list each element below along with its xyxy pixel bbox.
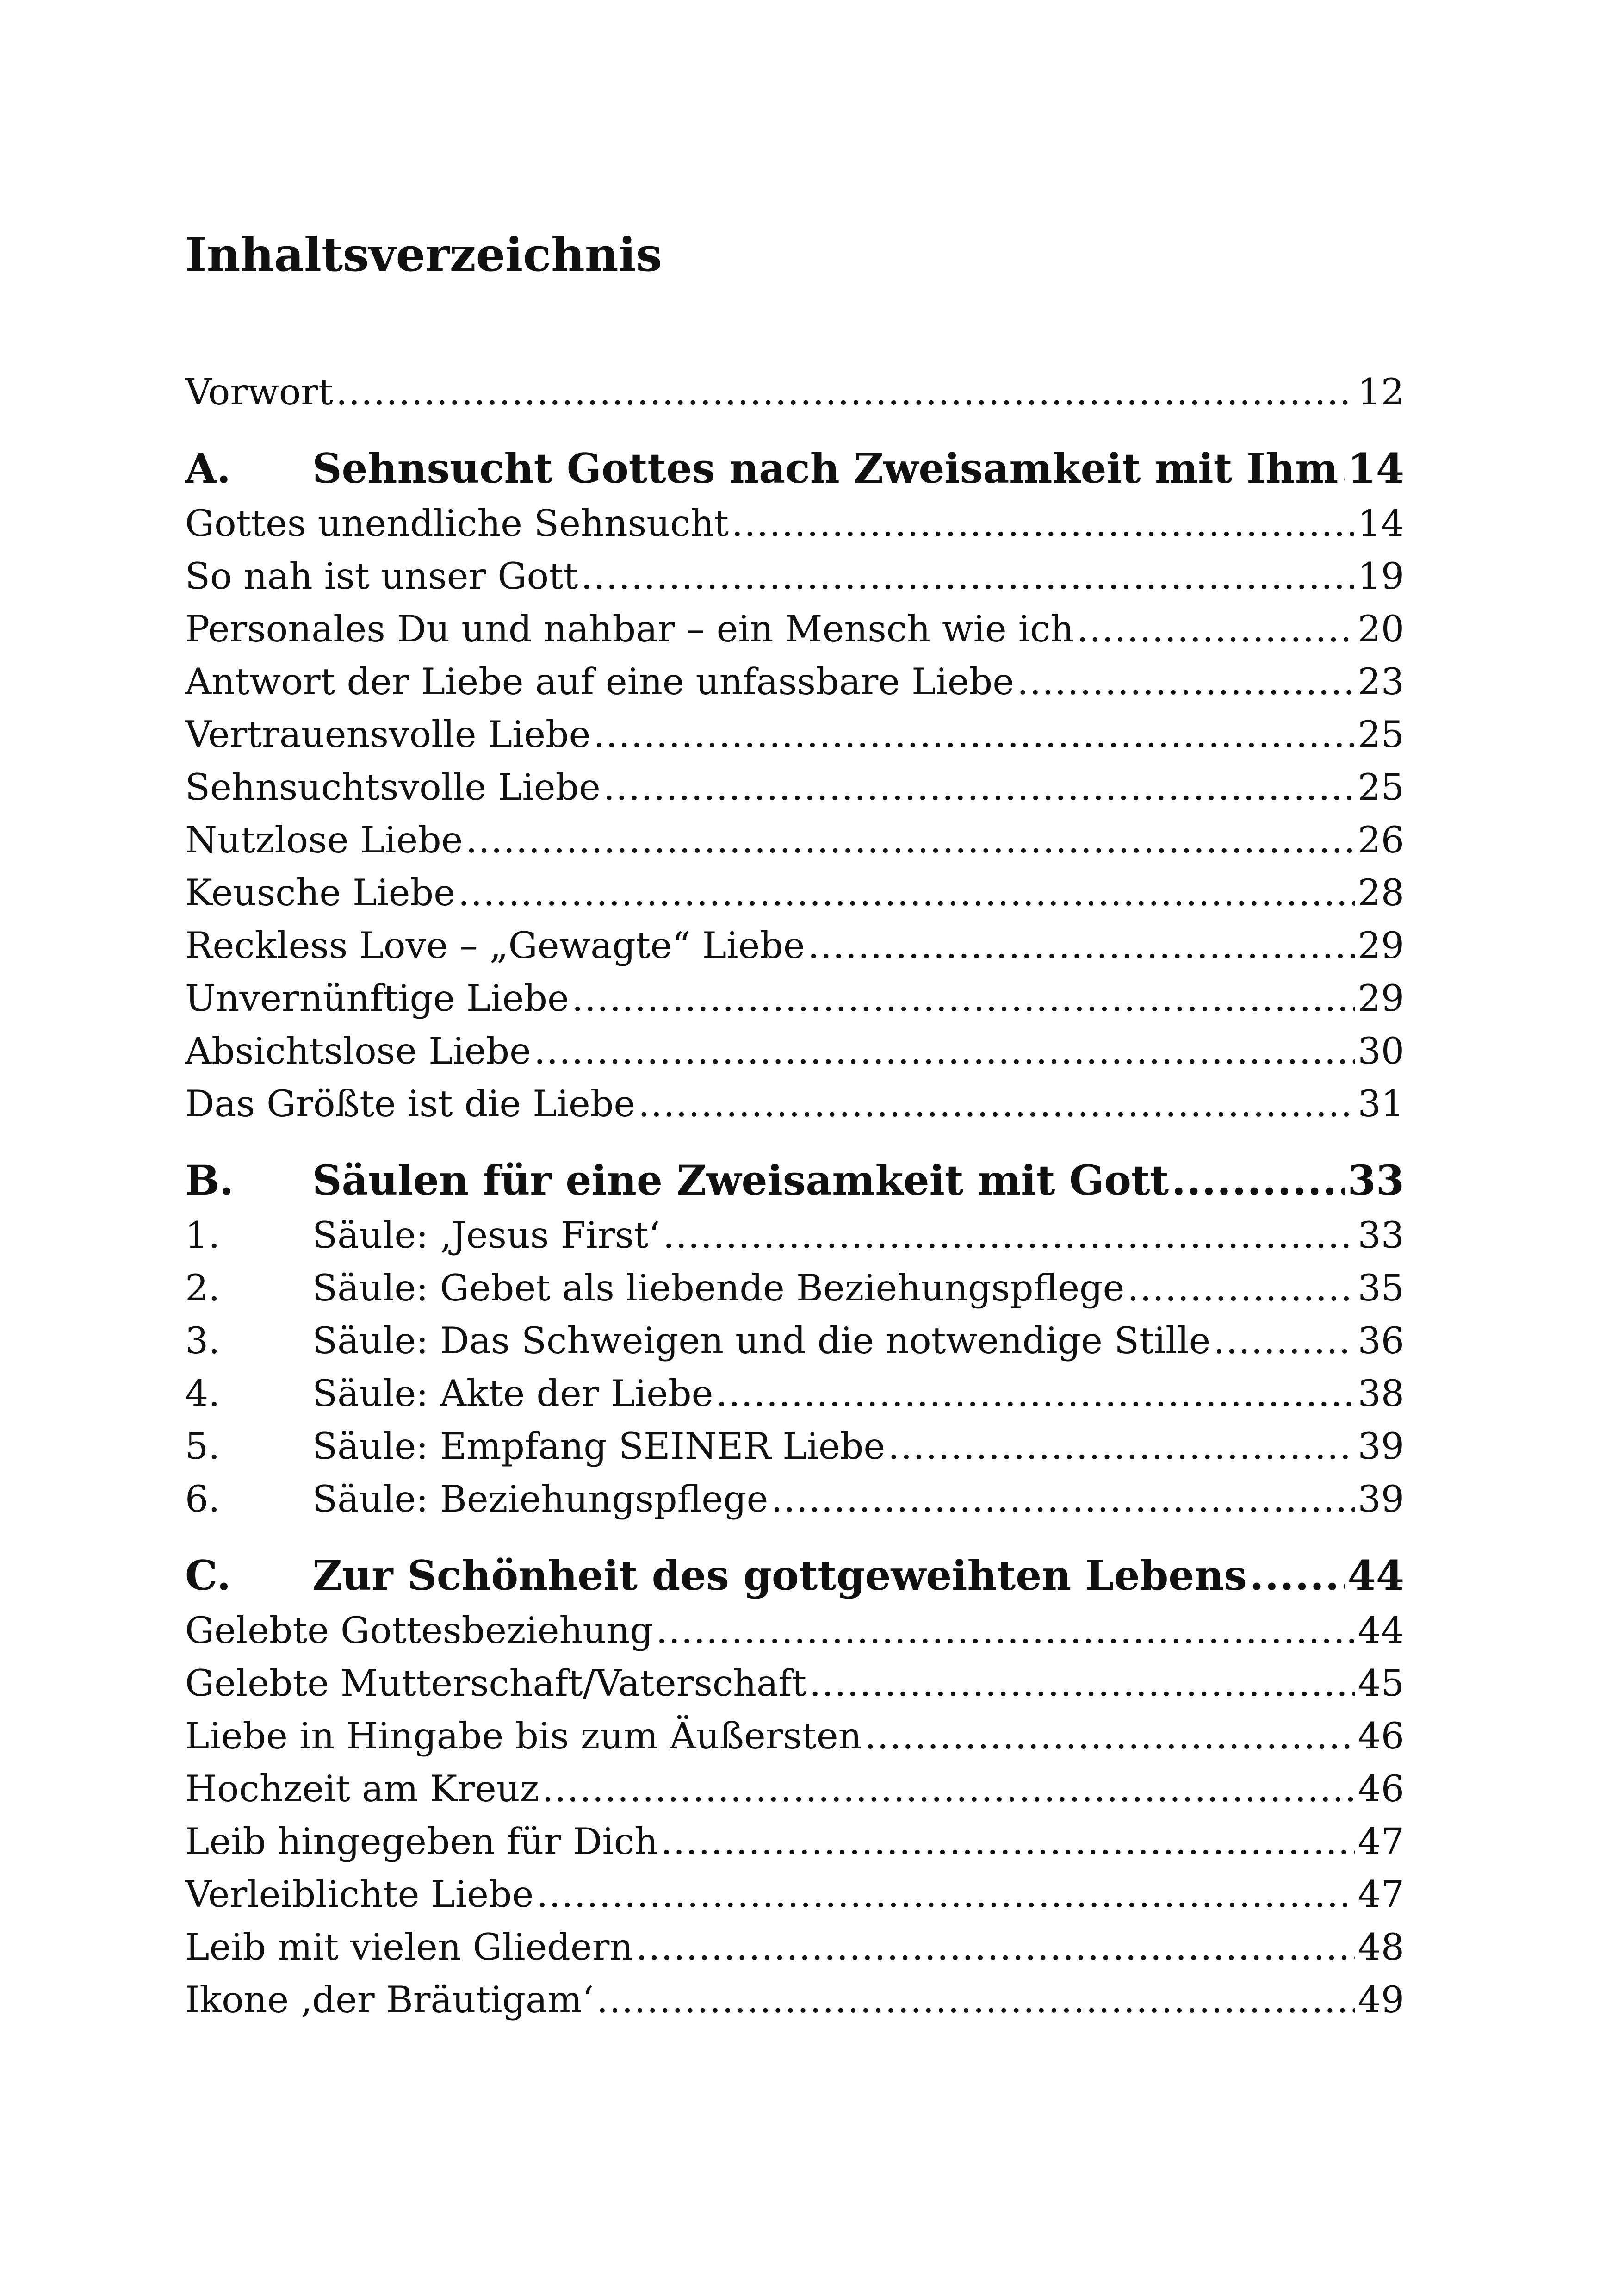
entry-number: 3. <box>185 1319 220 1362</box>
toc-entry-label: Leib hingegeben für Dich <box>185 1820 658 1863</box>
toc-entry-label: Reckless Love – „Gewagte“ Liebe <box>185 924 805 967</box>
dot-leader <box>656 1604 1355 1657</box>
toc-page-number: 46 <box>1358 1715 1404 1757</box>
toc-entry[interactable] <box>185 1077 1404 1130</box>
toc-entry-label: Hochzeit am Kreuz <box>185 1767 539 1810</box>
toc-entry-label: Absichtslose Liebe <box>185 1030 531 1072</box>
section-title: Zur Schönheit des gottgeweihten Lebens <box>312 1551 1247 1599</box>
section-letter: A. <box>185 444 231 492</box>
dot-leader <box>864 1710 1355 1762</box>
toc-entry[interactable] <box>185 1314 1404 1367</box>
dot-leader <box>638 1077 1355 1130</box>
toc-entry[interactable] <box>185 1921 1404 1973</box>
toc-page-number: 20 <box>1358 608 1404 650</box>
toc-entry[interactable] <box>185 1815 1404 1868</box>
toc-entry[interactable] <box>185 1973 1404 2026</box>
toc-entry-label: Liebe in Hingabe bis zum Äußersten <box>185 1715 862 1757</box>
dot-leader <box>636 1921 1355 1973</box>
toc-page-number: 14 <box>1358 502 1404 545</box>
toc-entry-label: Leib mit vielen Gliedern <box>185 1926 633 1968</box>
dot-leader <box>732 497 1355 550</box>
toc-entry[interactable] <box>185 1420 1404 1473</box>
toc-entry[interactable] <box>185 761 1404 814</box>
toc-entry-label: Säule: Das Schweigen und die notwendige Stille <box>312 1319 1211 1362</box>
dot-leader <box>1077 603 1355 655</box>
toc-entry[interactable] <box>185 814 1404 866</box>
dot-leader <box>1341 440 1345 497</box>
toc-entry[interactable] <box>185 919 1404 972</box>
toc-page-number: 36 <box>1358 1319 1404 1362</box>
dot-leader <box>465 814 1355 866</box>
dot-leader <box>1250 1547 1345 1604</box>
toc-entry-label: Säule: Empfang SEINER Liebe <box>312 1425 886 1468</box>
toc-section-a[interactable] <box>185 440 1404 497</box>
dot-leader <box>661 1815 1355 1868</box>
dot-leader <box>716 1367 1355 1420</box>
toc-page-number: 33 <box>1347 1156 1404 1204</box>
dot-leader <box>771 1473 1355 1525</box>
toc-entry-label: Säule: Akte der Liebe <box>312 1372 713 1415</box>
toc-page-number: 48 <box>1358 1926 1404 1968</box>
dot-leader <box>809 1657 1355 1710</box>
dot-leader <box>663 1209 1355 1262</box>
toc-entry[interactable] <box>185 1657 1404 1710</box>
section-letter: B. <box>185 1156 234 1204</box>
entry-number: 6. <box>185 1478 220 1520</box>
toc-entry-label: Unvernünftige Liebe <box>185 977 569 1020</box>
toc-entry[interactable] <box>185 972 1404 1025</box>
dot-leader <box>1017 655 1355 708</box>
toc-page-number: 44 <box>1358 1609 1404 1652</box>
toc-entry[interactable] <box>185 655 1404 708</box>
toc-page-number: 35 <box>1358 1267 1404 1309</box>
toc-entry[interactable] <box>185 1262 1404 1314</box>
dot-leader <box>1213 1314 1355 1367</box>
dot-leader <box>888 1420 1355 1473</box>
toc-page-number: 14 <box>1347 444 1404 492</box>
toc-entry[interactable] <box>185 1604 1404 1657</box>
toc-entry[interactable] <box>185 1473 1404 1525</box>
dot-leader <box>542 1762 1355 1815</box>
toc-page-number: 12 <box>1358 371 1404 413</box>
toc-page-number: 44 <box>1347 1551 1404 1599</box>
toc-entry-label: Vertrauensvolle Liebe <box>185 713 591 756</box>
entry-number: 4. <box>185 1372 220 1415</box>
toc-entry-label: Gelebte Gottesbeziehung <box>185 1609 653 1652</box>
toc-entry[interactable] <box>185 1209 1404 1262</box>
toc-page-number: 39 <box>1358 1478 1404 1520</box>
dot-leader <box>1172 1151 1345 1209</box>
toc-entry-label: Verleiblichte Liebe <box>185 1873 534 1916</box>
entry-number: 2. <box>185 1267 220 1309</box>
toc-page-number: 31 <box>1358 1083 1404 1125</box>
toc-entry[interactable] <box>185 1025 1404 1077</box>
toc-page-number: 23 <box>1358 660 1404 703</box>
toc-page-number: 30 <box>1358 1030 1404 1072</box>
dot-leader <box>603 761 1355 814</box>
table-of-contents <box>185 366 1404 2026</box>
dot-leader <box>336 366 1355 418</box>
toc-entry-label: So nah ist unser Gott <box>185 555 578 597</box>
toc-page-number: 46 <box>1358 1767 1404 1810</box>
toc-entry[interactable] <box>185 550 1404 603</box>
toc-entry-label: Säule: ‚Jesus First‘ <box>312 1214 660 1257</box>
toc-entry-label: Personales Du und nahbar – ein Mensch wie ich <box>185 608 1074 650</box>
toc-page-number: 39 <box>1358 1425 1404 1468</box>
dot-leader <box>808 919 1355 972</box>
dot-leader <box>534 1025 1355 1077</box>
section-letter: C. <box>185 1551 231 1599</box>
toc-page-number: 28 <box>1358 871 1404 914</box>
page-title: Inhaltsverzeichnis <box>185 227 662 282</box>
toc-entry-label: Säule: Gebet als liebende Beziehungspflege <box>312 1267 1125 1309</box>
toc-page-number: 29 <box>1358 977 1404 1020</box>
toc-page-number: 45 <box>1358 1662 1404 1705</box>
dot-leader <box>458 866 1355 919</box>
toc-entry-label: Vorwort <box>185 371 333 413</box>
toc-entry-label: Gottes unendliche Sehnsucht <box>185 502 729 545</box>
toc-entry[interactable] <box>185 1762 1404 1815</box>
section-title: Säulen für eine Zweisamkeit mit Gott <box>312 1156 1169 1204</box>
toc-page-number: 29 <box>1358 924 1404 967</box>
section-title: Sehnsucht Gottes nach Zweisamkeit mit Ihm <box>312 444 1339 492</box>
toc-entry[interactable] <box>185 1710 1404 1762</box>
entry-number: 1. <box>185 1214 220 1257</box>
toc-page-number: 49 <box>1358 1979 1404 2021</box>
dot-leader <box>536 1868 1355 1921</box>
toc-entry-vorwort[interactable] <box>185 366 1404 418</box>
toc-entry[interactable] <box>185 708 1404 761</box>
toc-entry-label: Gelebte Mutterschaft/Vaterschaft <box>185 1662 807 1705</box>
toc-page-number: 38 <box>1358 1372 1404 1415</box>
toc-section-c[interactable] <box>185 1547 1404 1604</box>
toc-entry-label: Keusche Liebe <box>185 871 455 914</box>
toc-entry-label: Säule: Beziehungspflege <box>312 1478 769 1520</box>
dot-leader <box>593 708 1355 761</box>
toc-page-number: 26 <box>1358 819 1404 861</box>
toc-entry[interactable] <box>185 497 1404 550</box>
toc-page-number: 33 <box>1358 1214 1404 1257</box>
toc-entry[interactable] <box>185 603 1404 655</box>
toc-page-number: 19 <box>1358 555 1404 597</box>
toc-entry-label: Nutzlose Liebe <box>185 819 463 861</box>
toc-entry-label: Ikone ‚der Bräutigam‘ <box>185 1979 594 2021</box>
dot-leader <box>572 972 1355 1025</box>
toc-entry-label: Das Größte ist die Liebe <box>185 1083 636 1125</box>
entry-number: 5. <box>185 1425 220 1468</box>
toc-entry[interactable] <box>185 866 1404 919</box>
dot-leader <box>1127 1262 1355 1314</box>
dot-leader <box>596 1973 1355 2026</box>
toc-page-number: 47 <box>1358 1873 1404 1916</box>
toc-section-b[interactable] <box>185 1151 1404 1209</box>
toc-page-number: 25 <box>1358 713 1404 756</box>
toc-entry[interactable] <box>185 1868 1404 1921</box>
toc-entry-label: Sehnsuchtsvolle Liebe <box>185 766 601 809</box>
dot-leader <box>581 550 1355 603</box>
toc-entry-label: Antwort der Liebe auf eine unfassbare Liebe <box>185 660 1014 703</box>
toc-entry[interactable] <box>185 1367 1404 1420</box>
toc-page-number: 25 <box>1358 766 1404 809</box>
toc-page-number: 47 <box>1358 1820 1404 1863</box>
